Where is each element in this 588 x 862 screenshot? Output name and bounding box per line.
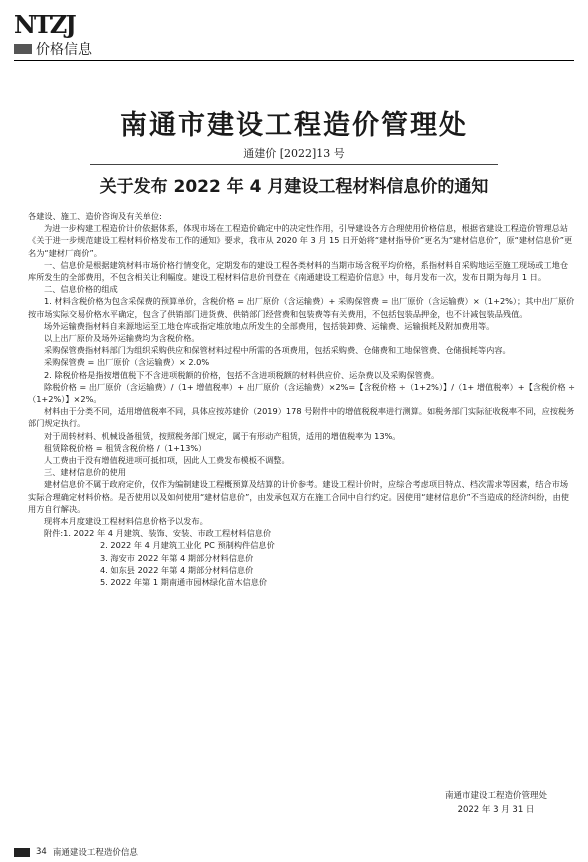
header-rule [14,60,574,61]
formula: 租赁除税价格 = 租赁含税价格 /（1+13%） [44,442,207,453]
attachment-item: 2. 2022 年 4 月建筑工业化 PC 预制构件信息价 [100,540,275,551]
attachment-text: 1. 2022 年 4 月建筑、装饰、安装、市政工程材料信息价 [63,528,272,539]
paragraph: 为进一步构建工程造价计价依据体系，体现市场在工程造价确定中的决定性作用，引导建设各方合理使用价格信息，根据省建设工程造价管理总站《关于进一步规范建设工程材料价格发布工作的通知》要求，我市从 2020 年 3 月 15 日开始将“建材指导价”更名为“建材信息价”，原“建材信息价”更名为“建材厂商价”。 [28,223,573,258]
title-rule [90,164,498,165]
section-heading: 二、信息价格的组成 [44,284,118,295]
page-footer [14,846,138,858]
attachment-item: 5. 2022 年第 1 期南通市园林绿化苗木信息价 [100,577,268,588]
paragraph: 以上出厂原价及场外运输费均为含税价格。 [44,333,200,344]
attachment-item [28,527,576,539]
signature-org: 南通市建设工程造价管理处 [444,791,547,801]
paragraph: 人工费由于没有增值税进项可抵扣项，因此人工费发布模板不调整。 [44,455,290,466]
paragraph: 采购保管费指材料部门为组织采购供应和保管材料过程中所需的各项费用，包括采购费、仓储费和工地保管费、仓储损耗等内容。 [44,345,511,356]
attachment-item: 3. 海安市 2022 年第 4 期部分材料信息价 [100,552,254,563]
footer-block [14,848,30,857]
formula: 除税价格 = 出厂原价（含运输费）/（1+ 增值税率）+ 出厂原价（含运输费）×2%=【含税价格 ÷（1+2%）】/（1+ 增值税率）+【含税价格 ÷（1+2%）】×2%。 [28,381,576,405]
salutation: 各建设、施工、造价咨询及有关单位: [28,211,162,221]
paragraph: 一、信息价是根据建筑材料市场价格行情变化，定期发布的建设工程各类材料的当期市场含税平均价格，系指材料自采购地运至施工现场或工地仓库所发生的全部费用，不包含相关让利幅度。建设工程材料信息价刊登在《南通建设工程造价信息》中，每月发布一次，发布日期为每月 1 日。 [28,259,569,283]
notice-body [28,210,576,588]
publication-name: 南通建设工程造价信息 [52,848,138,858]
attachments-label: 附件: [44,528,64,539]
paragraph: 1. 材料含税价格为包含采保费的预算单价，含税价格 = 出厂原价（含运输费）+ 采购保管费 = 出厂原价（含运输费）×（1+2%）；其中出厂原价按市场实际交易价格水平确定，包含了供销部门进货费、供销部门经营费和包装费等有关费用，不包括包装品押金，也不计减包装品残值。 [28,296,575,319]
section-title: 价格信息 [36,42,92,58]
page-number: 34 [36,847,47,857]
paragraph: 现将本月度建设工程材料信息价格予以发布。 [44,516,208,527]
section-bar [14,44,32,54]
notice-title: 关于发布 2022 年 4 月建设工程材料信息价的通知 [99,177,489,197]
signature-block [426,789,566,817]
paragraph: 对于周转材料、机械设备租赁，按照税务部门规定，属于有形动产租赁，适用的增值税率为 13%。 [44,430,401,441]
section-label [14,40,92,58]
paragraph: 建材信息价不属于政府定价，仅作为编制建设工程概预算及结算的计价参考。建设工程计价时，应综合考虑项目特点、档次需求等因素，结合市场实际合理确定材料价格。是否使用以及如何使用“建材信息价”，由发承包双方在施工合同中自行约定。因使用“建材信息价”不当造成的经济纠纷，由使用方自行解决。 [28,479,569,514]
org-title: 南通市建设工程造价管理处 [120,110,468,141]
paragraph: 场外运输费指材料自来源地运至工地仓库或指定堆放地点所发生的全部费用，包括装卸费、运输费、运输损耗及附加费用等。 [44,320,495,331]
signature-date: 2022 年 3 月 31 日 [457,805,535,815]
paragraph: 2. 除税价格是指按增值税下不含进项税额的价格，包括不含进项税额的材料供应价、运杂费以及采购保管费。 [44,369,440,380]
doc-number: 通建价 [2022]13 号 [243,147,345,160]
publication-logo: NTZJ [14,10,75,39]
section-heading: 三、建材信息价的使用 [44,467,126,478]
attachment-item: 4. 如东县 2022 年第 4 期部分材料信息价 [100,564,254,575]
paragraph: 材料由于分类不同，适用增值税率不同，具体应按苏建价（2019）178 号附件中的增值税税率进行测算。如税务部门实际征收税率不同，应按税务部门规定执行。 [28,406,575,429]
formula: 采购保管费 = 出厂原价（含运输费）× 2.0% [44,357,210,368]
